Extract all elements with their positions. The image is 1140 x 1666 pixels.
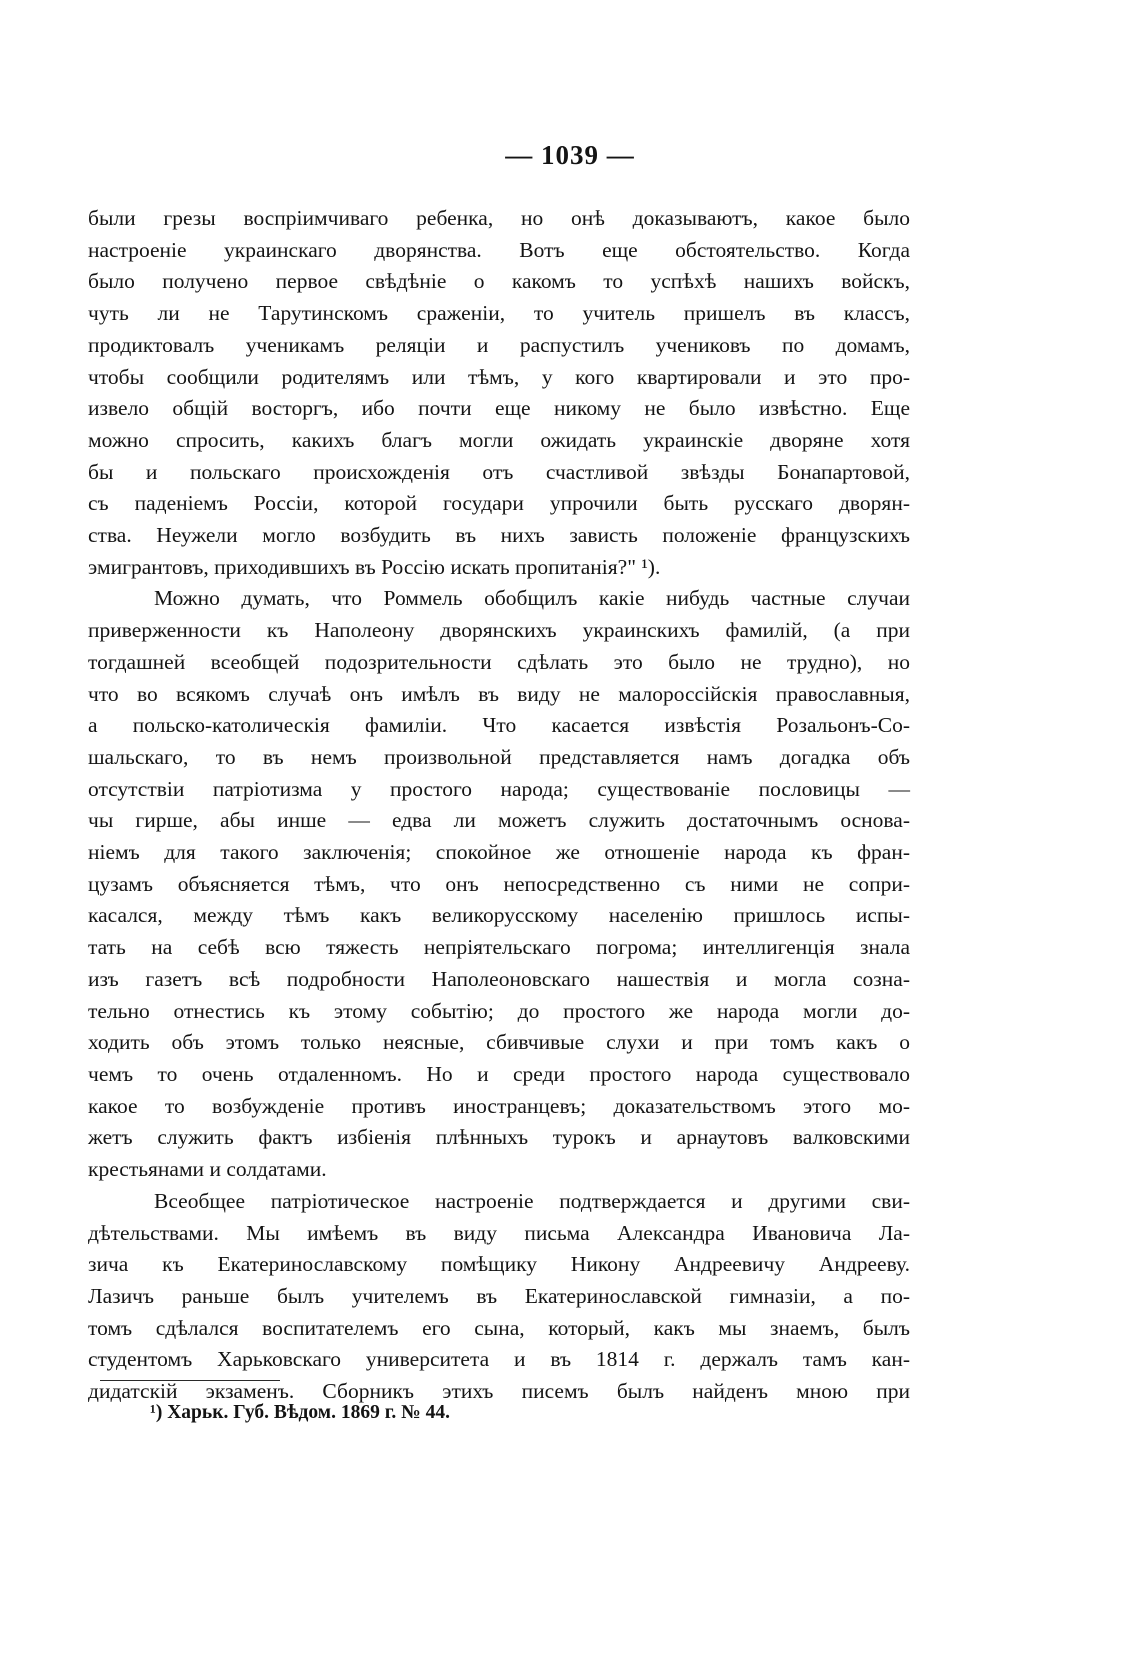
text-line: касался, между тѣмъ какъ великорусскому населенію пришлось испы- [88,903,910,928]
text-line: Всеобщее патріотическое настроеніе подтверждается и другими сви- [154,1188,910,1213]
text-line: цузамъ объясняется тѣмъ, что онъ непосредственно съ ними не сопри- [88,871,910,896]
text-line: Можно думать, что Роммель обобщилъ какіе нибудь частные случаи [154,586,910,611]
text-line: отсутствіи патріотизма у простого народа; существованіе пословицы — [88,776,910,801]
text-line: тельно отнестись къ этому событію; до простого же народа могли до- [88,998,910,1023]
text-line: эмигрантовъ, приходившихъ въ Россію искать пропитанія?" ¹). [88,554,661,579]
text-line: крестьянами и солдатами. [88,1157,327,1182]
text-line: съ паденіемъ Россіи, которой государи упрочили быть русскаго дворян- [88,491,910,516]
text-line: было получено первое свѣдѣніе о какомъ то успѣхѣ нашихъ войскъ, [88,269,910,294]
text-line: ства. Неужели могло возбудить въ нихъ зависть положеніе французскихъ [88,523,910,548]
text-line: извело общій восторгъ, ибо почти еще никому не было извѣстно. Еще [88,396,910,421]
text-line: Лазичъ раньше былъ учителемъ въ Екатеринославской гимназіи, а по- [88,1283,910,1308]
text-line: чемъ то очень отдаленномъ. Но и среди простого народа существовало [88,1061,910,1086]
paragraph-1 [88,203,910,583]
text-line: можно спросить, какихъ благъ могли ожидать украинскіе дворяне хотя [88,427,910,452]
text-line: были грезы воспріимчиваго ребенка, но онѣ доказываютъ, какое было [88,206,910,230]
text-line: ніемъ для такого заключенія; спокойное же отношеніе народа къ фран- [88,840,910,865]
text-line: шальскаго, то въ немъ произвольной представляется намъ догадка объ [88,744,910,769]
text-line: приверженности къ Наполеону дворянскихъ украинскихъ фамилій, (а при [88,618,910,643]
paragraph-2 [88,583,910,1185]
paragraph-3 [88,1186,910,1408]
footnote-divider [100,1380,280,1381]
text-line: какое то возбужденіе противъ иностранцевъ; доказательствомъ этого мо- [88,1093,910,1118]
text-line: чуть ли не Тарутинскомъ сраженіи, то учитель пришелъ въ классъ, [88,301,910,326]
text-line: продиктовалъ ученикамъ реляціи и распустилъ учениковъ по домамъ, [88,332,910,357]
text-line: дидатскій экзаменъ. Сборникъ этихъ писемъ былъ найденъ мною при [88,1379,910,1404]
text-line: чтобы сообщили родителямъ или тѣмъ, у кого квартировали и это про- [88,364,910,389]
page-number: — 1039 — [505,140,635,170]
text-line: изъ газетъ всѣ подробности Наполеоновскаго нашествія и могла созна- [88,966,910,991]
text-line: бы и польскаго происхожденія отъ счастливой звѣзды Бонапартовой, [88,459,910,484]
text-line: что во всякомъ случаѣ онъ имѣлъ въ виду не малороссійскія православныя, [88,681,910,706]
text-line: студентомъ Харьковскаго университета и въ 1814 г. держалъ тамъ кан- [88,1347,910,1372]
text-line: настроеніе украинскаго дворянства. Вотъ еще обстоятельство. Когда [88,237,910,262]
body-text [88,203,910,1408]
footnote: ¹) Харьк. Губ. Вѣдом. 1869 г. № 44. [150,1402,450,1423]
text-line: дѣтельствами. Мы имѣемъ въ виду письма Александра Ивановича Ла- [88,1220,910,1245]
text-line: жетъ служить фактъ избіенія плѣнныхъ турокъ и арнаутовъ валковскими [88,1125,910,1150]
text-line: ходить объ этомъ только неясные, сбивчивые слухи и при томъ какъ о [88,1030,910,1055]
text-line: томъ сдѣлался воспитателемъ его сына, который, какъ мы знаемъ, былъ [88,1315,910,1340]
text-line: а польско-католическія фамиліи. Что касается извѣстія Розальонъ-Со- [88,713,910,738]
text-line: тать на себѣ всю тяжесть непріятельскаго погрома; интеллигенція знала [88,935,910,960]
text-line: зича къ Екатеринославскому помѣщику Никону Андреевичу Андрееву. [88,1252,910,1277]
text-line: чы гирше, абы инше — едва ли можетъ служить достаточнымъ основа- [88,808,910,833]
text-line: тогдашней всеобщей подозрительности сдѣлать это было не трудно), но [88,649,910,674]
